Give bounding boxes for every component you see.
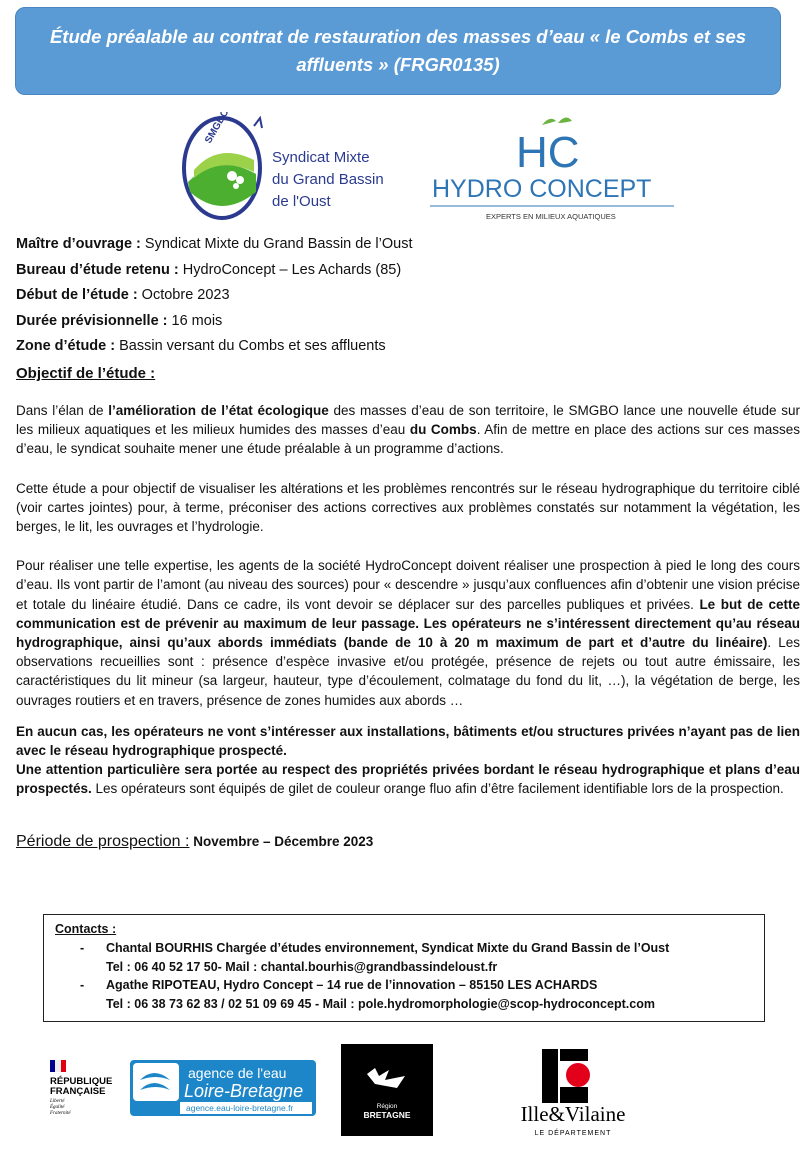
- paragraph-5: Une attention particulière sera portée au respect des propriétés privées bordant le réseau hydrographique et plans d’eau prospectés. Les opérateurs sont équipés de gilet de couleur orange fluo afin d’être facilement identifiable lors de la prospection.: [16, 762, 800, 797]
- svg-text:agence de l'eau: agence de l'eau: [188, 1065, 287, 1081]
- study-info: [16, 232, 796, 360]
- svg-text:Ille&Vilaine: Ille&Vilaine: [520, 1102, 626, 1126]
- paragraph-1: Dans l’élan de l’amélioration de l’état écologique des masses d’eau de son territoire, le SMGBO lance une nouvelle étude sur les milieux aquatiques et les milieux humides des masses d’eau du Combs. Afin de mettre en place des actions sur ces masses d’eau, le syndicat souhaite mener une étude préalable à un programme d’actions.: [16, 403, 801, 457]
- paragraph-2: Cette étude a pour objectif de visualiser les altérations et les problèmes rencontrés sur le réseau hydrographique du territoire ciblé (voir cartes jointes) pour, à terme, préconiser des actions correctives aux problèmes constatés sur notamment la végétation, les berges, le lit, les ouvrages et l’hydrologie.: [16, 480, 800, 535]
- ille-et-vilaine-logo: [498, 1045, 648, 1140]
- info-duree: Durée prévisionnelle : 16 mois: [16, 312, 223, 329]
- info-maitre-ouvrage: Maître d’ouvrage : Syndicat Mixte du Grand Bassin de l’Oust: [16, 236, 413, 252]
- paragraph-3: Pour réaliser une telle expertise, les agents de la société HydroConcept doivent réaliser une prospection à pied le long des cours d’eau. Ils vont partir de l’amont (au niveau des sources) pour « descendre » jusqu’aux confluences afin d’obtenir une vision précise et totale du linéaire étudié. Dans ce cadre, ils vont devoir se déplacer sur des parcelles publiques et privées. Le but de cette communication est de prévenir au maximum de leur passage. Les opérateurs ne s’intéressent directement qu’au réseau hydrographique, ainsi qu’aux abords immédiats (bande de 10 à 20 m maximum de part et d’autre du linéaire). Les observations recueillies sont : présence d’espèce invasive et/ou protégée, présence de rejets ou tout autre émissaire, les caractéristiques du lit mineur (sa largeur, hauteur, type d’écoulement, colmatage du fond du lit, …), la végétation de berge, les ouvrages routiers et en travers, présence de zones humides aux abords …: [16, 558, 801, 708]
- region-bretagne-logo: [341, 1044, 433, 1136]
- periode-label: Période de prospection :: [16, 833, 190, 850]
- smgbo-name-line2: du Grand Bassin: [272, 171, 384, 188]
- contacts-title: Contacts :: [55, 922, 117, 936]
- page-title: Étude préalable au contrat de restauration des masses d’eau « le Combs et ses affluents » (FRGR0135): [49, 26, 747, 75]
- svg-text:Loire-Bretagne: Loire-Bretagne: [184, 1081, 304, 1101]
- svg-text:Région: Région: [376, 1103, 398, 1110]
- smgbo-logo: [178, 112, 418, 222]
- objectif-heading: Objectif de l’étude :: [16, 365, 156, 382]
- republique-francaise-logo: [50, 1060, 116, 1120]
- body-text: [16, 401, 800, 799]
- svg-text:Fraternité: Fraternité: [50, 1111, 71, 1116]
- contact-1-line2: Tel : 06 40 52 17 50- Mail : chantal.bourhis@grandbassindeloust.fr: [106, 959, 498, 974]
- info-debut-etude: Début de l’étude : Octobre 2023: [16, 287, 230, 303]
- smgbo-name-line1: Syndicat Mixte: [272, 149, 370, 166]
- contact-2: - Agathe RIPOTEAU, Hydro Concept – 14 rue de l’innovation – 85150 LES ACHARDS Tel : 06 38 73 62 83 / 02 51 09 69 45 - Mail : pole.hydromorphologie@scop-hydroconcept.com: [82, 976, 655, 1013]
- svg-text:agence.eau-loire-bretagne.fr: agence.eau-loire-bretagne.fr: [186, 1103, 294, 1113]
- info-zone: Zone d’étude : Bassin versant du Combs et ses affluents: [16, 338, 386, 354]
- contacts-box: [43, 914, 765, 1022]
- periode-value: Novembre – Décembre 2023: [189, 834, 374, 849]
- contact-1-line1: Chantal BOURHIS Chargée d’études environnement, Syndicat Mixte du Grand Bassin de l’Oust: [106, 941, 670, 955]
- title-banner: [15, 7, 781, 95]
- periode-prospection: [16, 833, 373, 851]
- contact-1: - Chantal BOURHIS Chargée d’études environnement, Syndicat Mixte du Grand Bassin de l’Oust Tel : 06 40 52 17 50- Mail : chantal.bourhis@grandbassindeloust.fr: [82, 939, 669, 976]
- svg-text:Égalité: Égalité: [50, 1105, 65, 1110]
- hydro-tagline: EXPERTS EN MILIEUX AQUATIQUES: [486, 212, 616, 221]
- paragraph-4: En aucun cas, les opérateurs ne vont s’intéresser aux installations, bâtiments et/ou structures privées n’ayant pas de lien avec le réseau hydrographique prospecté.: [16, 723, 800, 759]
- contact-2-line2: Tel : 06 38 73 62 83 / 02 51 09 69 45 - Mail : pole.hydromorphologie@scop-hydroconcept.com: [106, 996, 655, 1011]
- svg-text:LE DÉPARTEMENT: LE DÉPARTEMENT: [534, 1130, 612, 1137]
- hydroconcept-logo: [430, 115, 675, 225]
- svg-text:Liberté: Liberté: [50, 1099, 65, 1104]
- svg-text:RÉPUBLIQUE: RÉPUBLIQUE: [50, 1076, 113, 1087]
- info-bureau-etude: Bureau d’étude retenu : HydroConcept – Les Achards (85): [16, 261, 402, 278]
- svg-text:BRETAGNE: BRETAGNE: [363, 1110, 411, 1120]
- hydro-letters: HC: [516, 128, 580, 177]
- contact-2-line1: Agathe RIPOTEAU, Hydro Concept – 14 rue de l’innovation – 85150 LES ACHARDS: [106, 978, 598, 992]
- smgbo-badge: SMGBO: [203, 112, 232, 146]
- svg-text:FRANÇAISE: FRANÇAISE: [50, 1086, 106, 1097]
- smgbo-name-line3: de l'Oust: [272, 193, 331, 210]
- agence-eau-logo: [130, 1060, 316, 1116]
- hydro-name: HYDRO CONCEPT: [432, 175, 652, 203]
